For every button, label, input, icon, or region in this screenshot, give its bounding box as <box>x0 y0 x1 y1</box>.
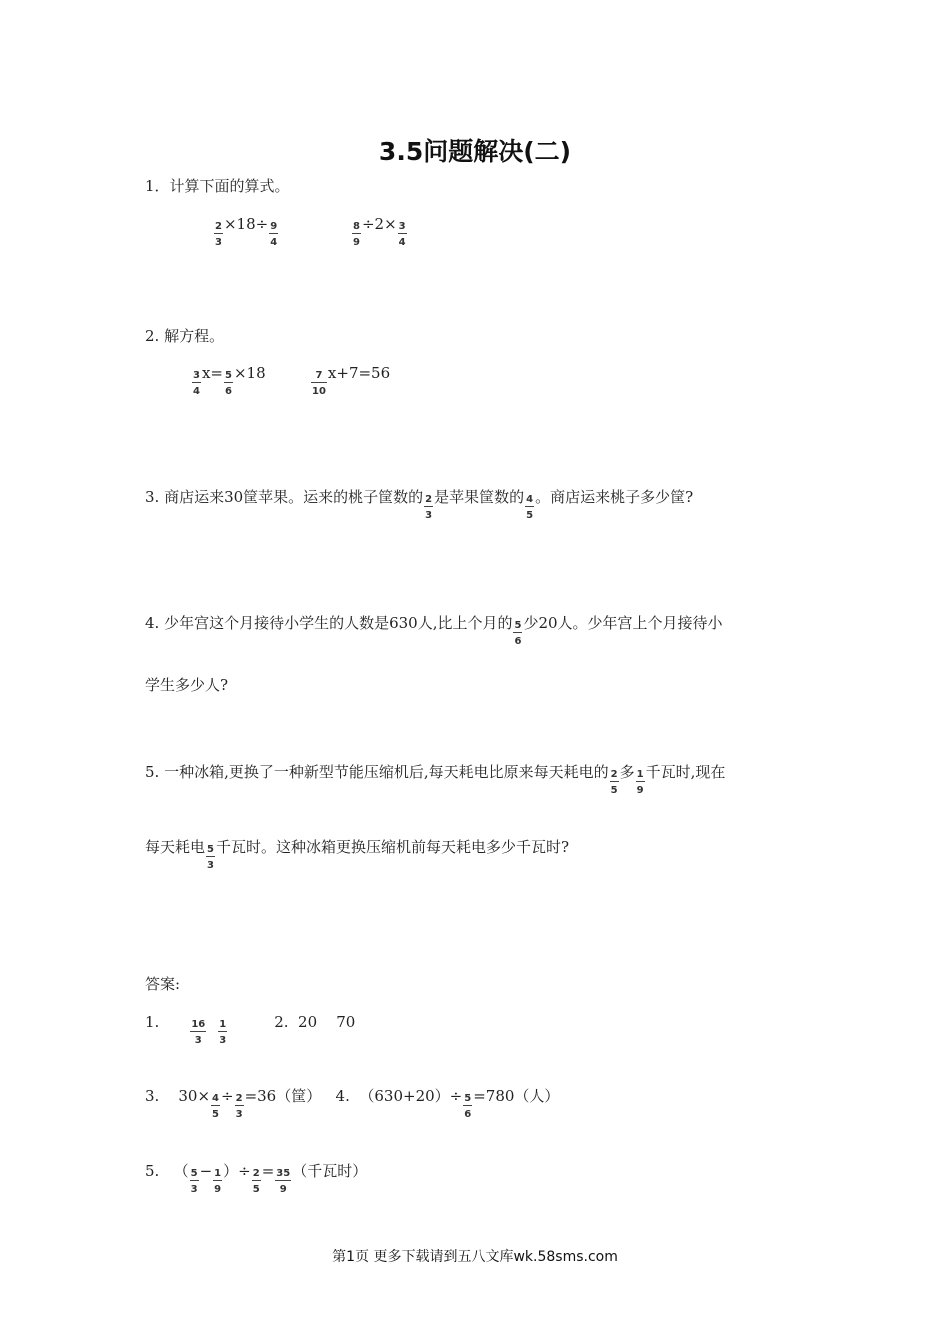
fraction: $\frac{8}{9}$ <box>353 221 360 248</box>
answer-1-2: 1. $\frac{16}{3}$ $\frac{1}{3}$ 2. 20 70 <box>145 1013 356 1046</box>
fraction: $\frac{5}{6}$ <box>225 370 232 397</box>
question-2-equation-1: $\frac{3}{4}$ x= $\frac{5}{6}$ ×18 <box>193 364 266 397</box>
fraction: $\frac{1}{9}$ <box>214 1168 222 1195</box>
question-2 <box>145 326 224 346</box>
fraction: $\frac{2}{3}$ <box>235 1093 243 1120</box>
question-3: 3. 商店运来30筐苹果。运来的桃子筐数的 $\frac{2}{3}$ 是苹果筐数的 $\frac{4}{5}$ 。商店运来桃子多少筐? <box>145 488 694 521</box>
fraction: $\frac{9}{4}$ <box>270 221 278 248</box>
fraction: $\frac{7}{10}$ <box>312 370 326 397</box>
fraction: $\frac{1}{9}$ <box>636 769 644 796</box>
fraction: $\frac{5}{6}$ <box>464 1093 472 1120</box>
fraction: $\frac{3}{4}$ <box>398 221 406 248</box>
fraction: $\frac{2}{3}$ <box>425 494 433 521</box>
fraction: $\frac{3}{4}$ <box>193 370 200 397</box>
fraction: $\frac{5}{3}$ <box>190 1168 198 1195</box>
question-1 <box>145 176 290 196</box>
fraction: $\frac{35}{9}$ <box>276 1168 291 1195</box>
fraction: $\frac{4}{5}$ <box>526 494 534 521</box>
question-5: 5. 一种冰箱,更换了一种新型节能压缩机后,每天耗电比原来每天耗电的 $\frac{2}{5}$ 多 $\frac{1}{9}$ 千瓦时,现在 <box>145 763 726 796</box>
question-2-text: 2. 解方程。 <box>145 327 225 345</box>
fraction: $\frac{5}{3}$ <box>207 844 214 871</box>
answer-5: 5. （ $\frac{5}{3}$ − $\frac{1}{9}$ ）÷ $\frac{2}{5}$ = $\frac{35}{9}$ （千瓦时） <box>145 1162 368 1195</box>
question-5-line-2: 每天耗电 $\frac{5}{3}$ 千瓦时。这种冰箱更换压缩机前每天耗电多少千瓦时? <box>145 838 570 871</box>
fraction: $\frac{1}{3}$ <box>219 1019 227 1046</box>
page-title: 3.5问题解决(二) <box>378 137 572 166</box>
question-4-line-2: 学生多少人? <box>145 676 229 694</box>
fraction: $\frac{2}{5}$ <box>252 1168 260 1195</box>
question-2-equation-2: $\frac{7}{10}$ x+7=56 <box>312 364 391 397</box>
answer-3-4: 3. 30× $\frac{4}{5}$ ÷ $\frac{2}{3}$ =36（筐） 4. （630+20）÷ $\frac{5}{6}$ =780（人） <box>145 1087 560 1120</box>
page-footer: 第1页 更多下载请到五八文库wk.58sms.com <box>332 1249 618 1265</box>
fraction: $\frac{2}{3}$ <box>215 221 222 248</box>
question-4: 4. 少年宫这个月接待小学生的人数是630人,比上个月的 $\frac{5}{6}$ 少20人。少年宫上个月接待小 <box>145 614 723 647</box>
fraction: $\frac{4}{5}$ <box>212 1093 220 1120</box>
question-1-expression-1: $\frac{2}{3}$ ×18÷ $\frac{9}{4}$ <box>215 215 278 248</box>
fraction: $\frac{16}{3}$ <box>191 1019 206 1046</box>
answers-label: 答案: <box>145 975 181 993</box>
fraction: $\frac{5}{6}$ <box>514 620 522 647</box>
fraction: $\frac{2}{5}$ <box>610 769 618 796</box>
question-1-expression-2: $\frac{8}{9}$ ÷2× $\frac{3}{4}$ <box>353 215 406 248</box>
question-1-text: 1．计算下面的算式。 <box>145 177 290 195</box>
